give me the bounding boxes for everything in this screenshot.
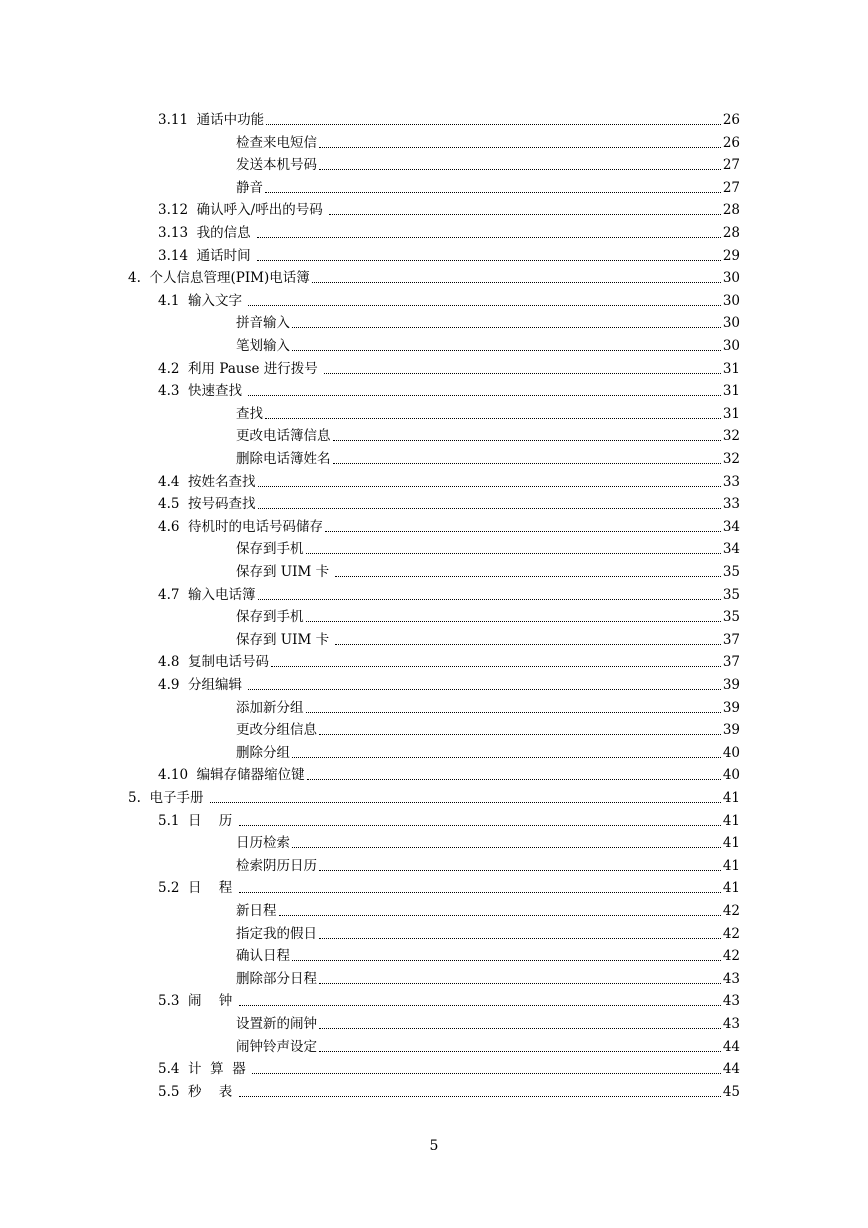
toc-entry-label: 保存到手机	[236, 609, 304, 626]
toc-entry-page: 35	[722, 564, 740, 580]
toc-entry-label: 设置新的闹钟	[236, 1016, 317, 1032]
dot-leader	[306, 621, 721, 622]
toc-entry-page: 30	[722, 270, 740, 287]
dot-leader	[257, 260, 721, 261]
toc-entry-label: 更改分组信息	[236, 722, 317, 739]
toc-entry-page: 43	[722, 970, 740, 987]
toc-entry[interactable]	[236, 400, 740, 422]
toc-entry-page: 28	[722, 225, 740, 241]
dot-leader	[319, 1051, 721, 1052]
toc-entry-label: 4.6 待机时的电话号码储存	[158, 518, 324, 535]
toc-entry-label: 添加新分组	[236, 699, 304, 716]
toc-entry[interactable]	[236, 151, 740, 173]
toc-entry-label: 删除电话簿姓名	[236, 451, 331, 467]
toc-entry-page: 44	[722, 1061, 740, 1078]
toc-entry-label: 3.11 通话中功能	[158, 112, 265, 128]
toc-entry[interactable]	[158, 761, 740, 783]
toc-entry-label: 闹钟铃声设定	[236, 1038, 317, 1055]
toc-entry-page: 39	[722, 699, 740, 716]
toc-entry-label: 新日程	[236, 903, 277, 919]
toc-entry[interactable]	[236, 694, 740, 716]
dot-leader	[279, 915, 721, 916]
toc-entry-label: 5.3 闹 钟	[158, 993, 237, 1010]
toc-entry[interactable]	[236, 829, 740, 851]
toc-entry[interactable]	[158, 987, 740, 1009]
toc-entry-page: 35	[722, 609, 740, 626]
toc-entry-label: 保存到 UIM 卡	[236, 564, 334, 580]
toc-entry-label: 删除部分日程	[236, 970, 317, 987]
toc-entry[interactable]	[236, 129, 740, 151]
toc-entry-label: 日历检索	[236, 835, 290, 852]
toc-entry-page: 30	[722, 315, 740, 332]
dot-leader	[265, 192, 721, 193]
toc-entry[interactable]	[158, 377, 740, 399]
toc-entry-page: 31	[722, 405, 740, 422]
toc-entry[interactable]	[236, 445, 740, 467]
toc-entry-page: 31	[722, 360, 740, 377]
toc-entry-page: 32	[722, 451, 740, 467]
toc-entry-page: 40	[722, 744, 740, 761]
toc-entry[interactable]	[236, 716, 740, 738]
dot-leader	[324, 373, 721, 374]
toc-entry-page: 37	[722, 631, 740, 648]
dot-leader	[312, 282, 721, 283]
dot-leader	[335, 644, 720, 645]
toc-entry-label: 保存到 UIM 卡	[236, 631, 334, 648]
toc-entry-page: 28	[722, 202, 740, 219]
toc-entry[interactable]	[236, 897, 740, 919]
dot-leader	[258, 486, 721, 487]
dot-leader	[292, 350, 721, 351]
toc-entry[interactable]	[236, 309, 740, 331]
toc-entry[interactable]	[158, 287, 740, 309]
toc-entry-label: 5.1 日 历	[158, 812, 237, 829]
dot-leader	[292, 327, 721, 328]
dot-leader	[329, 214, 721, 215]
toc-entry[interactable]	[158, 106, 740, 128]
toc-entry-page: 39	[722, 677, 740, 693]
toc-entry-label: 4.8 复制电话号码	[158, 654, 270, 671]
dot-leader	[325, 531, 721, 532]
toc-entry-page: 34	[722, 518, 740, 535]
toc-entry[interactable]	[236, 603, 740, 625]
toc-entry-label: 4. 个人信息管理(PIM)电话簿	[128, 270, 310, 287]
toc-entry-label: 发送本机号码	[236, 157, 317, 174]
dot-leader	[258, 599, 721, 600]
dot-leader	[319, 169, 721, 170]
dot-leader	[319, 983, 721, 984]
toc-entry-page: 37	[722, 654, 740, 671]
dot-leader	[319, 938, 721, 939]
toc-entry-label: 保存到手机	[236, 541, 304, 558]
toc-entry-label: 指定我的假日	[236, 925, 317, 942]
dot-leader	[239, 892, 721, 893]
toc-entry-page: 41	[722, 857, 740, 874]
toc-entry[interactable]	[236, 558, 740, 580]
toc-entry[interactable]	[236, 174, 740, 196]
toc-entry-page: 41	[722, 790, 740, 806]
toc-entry[interactable]	[236, 739, 740, 761]
dot-leader	[333, 440, 721, 441]
toc-entry-page: 35	[722, 586, 740, 603]
toc-entry[interactable]	[236, 942, 740, 964]
dot-leader	[292, 757, 721, 758]
toc-entry-label: 拼音输入	[236, 315, 290, 332]
toc-entry[interactable]	[236, 965, 740, 987]
dot-leader	[248, 689, 720, 690]
toc-entry[interactable]	[128, 784, 740, 806]
toc-entry-label: 查找	[236, 405, 263, 422]
dot-leader	[252, 1073, 721, 1074]
toc-entry-page: 30	[722, 292, 740, 309]
toc-entry-page: 41	[722, 835, 740, 852]
toc-entry-label: 3.14 通话时间	[158, 247, 255, 264]
toc-entry-page: 34	[722, 541, 740, 558]
toc-entry-label: 4.3 快速查找	[158, 383, 247, 400]
toc-entry[interactable]	[158, 513, 740, 535]
toc-entry-label: 5.2 日 程	[158, 880, 237, 897]
toc-entry-label: 更改电话簿信息	[236, 428, 331, 445]
toc-entry[interactable]	[236, 422, 740, 444]
toc-entry-page: 42	[722, 903, 740, 919]
toc-entry-page: 39	[722, 722, 740, 739]
toc-entry-page: 27	[722, 157, 740, 174]
dot-leader	[333, 463, 721, 464]
toc-entry-label: 4.4 按姓名查找	[158, 473, 256, 490]
toc-entry-label: 4.9 分组编辑	[158, 677, 247, 693]
toc-entry-label: 5.4 计 算 器	[158, 1061, 251, 1078]
toc-entry[interactable]	[158, 671, 740, 693]
toc-entry[interactable]	[236, 626, 740, 648]
toc-entry-page: 33	[722, 496, 740, 513]
toc-entry-label: 检索阴历日历	[236, 857, 317, 874]
toc-entry[interactable]	[158, 874, 740, 896]
toc-entry-page: 26	[722, 112, 740, 128]
toc-entry-label: 确认日程	[236, 948, 290, 965]
toc-entry-page: 32	[722, 428, 740, 445]
toc-entry[interactable]	[158, 219, 740, 241]
dot-leader	[306, 553, 721, 554]
toc-entry-label: 4.1 输入文字	[158, 292, 247, 309]
dot-leader	[257, 237, 721, 238]
toc-entry-page: 41	[722, 812, 740, 829]
dot-leader	[319, 870, 721, 871]
toc-entry-label: 4.5 按号码查找	[158, 496, 256, 513]
toc-entry-page: 26	[722, 134, 740, 151]
toc-entry-page: 45	[722, 1083, 740, 1100]
dot-leader	[258, 508, 721, 509]
toc-entry[interactable]	[236, 1033, 740, 1055]
toc-entry-label: 检查来电短信	[236, 134, 317, 151]
toc-entry-label: 4.2 利用 Pause 进行拨号	[158, 360, 323, 377]
dot-leader	[271, 666, 721, 667]
dot-leader	[266, 124, 721, 125]
dot-leader	[319, 734, 721, 735]
toc-entry-label: 4.10 编辑存储器缩位键	[158, 767, 305, 784]
toc-entry-label: 4.7 输入电话簿	[158, 586, 256, 603]
dot-leader	[239, 1005, 721, 1006]
toc-entry-page: 33	[722, 473, 740, 490]
toc-entry[interactable]	[236, 1010, 740, 1032]
toc-entry-page: 27	[722, 179, 740, 196]
toc-entry-label: 笔划输入	[236, 338, 290, 354]
toc-entry[interactable]	[158, 648, 740, 670]
toc-entry-page: 41	[722, 880, 740, 897]
toc-entry-label: 3.12 确认呼入/呼出的号码	[158, 202, 327, 219]
toc-entry-page: 31	[722, 383, 740, 400]
toc-entry-label: 3.13 我的信息	[158, 225, 255, 241]
toc-entry-page: 42	[722, 948, 740, 965]
toc-entry[interactable]	[158, 490, 740, 512]
dot-leader	[307, 779, 721, 780]
toc-entry[interactable]	[128, 264, 740, 286]
toc-entry-page: 29	[722, 247, 740, 264]
toc-entry-page: 44	[722, 1038, 740, 1055]
toc-entry-page: 43	[722, 993, 740, 1010]
toc-entry[interactable]	[158, 468, 740, 490]
dot-leader	[265, 418, 721, 419]
dot-leader	[292, 847, 721, 848]
toc-entry-label: 静音	[236, 179, 263, 196]
toc-entry-page: 43	[722, 1016, 740, 1032]
dot-leader	[239, 1096, 721, 1097]
page-number: 5	[429, 1138, 439, 1154]
toc-entry[interactable]	[236, 852, 740, 874]
toc-entry[interactable]	[158, 807, 740, 829]
toc-entry[interactable]	[158, 1055, 740, 1077]
dot-leader	[248, 395, 720, 396]
toc-entry[interactable]	[236, 332, 740, 354]
toc-entry-label: 删除分组	[236, 744, 290, 761]
toc-entry-page: 42	[722, 925, 740, 942]
toc-entry[interactable]	[158, 196, 740, 218]
toc-entry-label: 5. 电子手册	[128, 790, 208, 806]
dot-leader	[306, 712, 721, 713]
dot-leader	[292, 960, 721, 961]
toc-entry[interactable]	[158, 242, 740, 264]
toc-entry[interactable]	[236, 920, 740, 942]
toc-entry-page: 30	[722, 338, 740, 354]
dot-leader	[319, 147, 721, 148]
toc-entry-label: 5.5 秒 表	[158, 1083, 237, 1100]
dot-leader	[335, 576, 720, 577]
dot-leader	[319, 1028, 721, 1029]
toc-entry[interactable]	[158, 1078, 740, 1100]
toc-entry[interactable]	[158, 355, 740, 377]
dot-leader	[239, 825, 721, 826]
toc-entry[interactable]	[158, 581, 740, 603]
dot-leader	[210, 802, 721, 803]
toc-entry-page: 40	[722, 767, 740, 784]
dot-leader	[248, 305, 720, 306]
toc-entry[interactable]	[236, 535, 740, 557]
